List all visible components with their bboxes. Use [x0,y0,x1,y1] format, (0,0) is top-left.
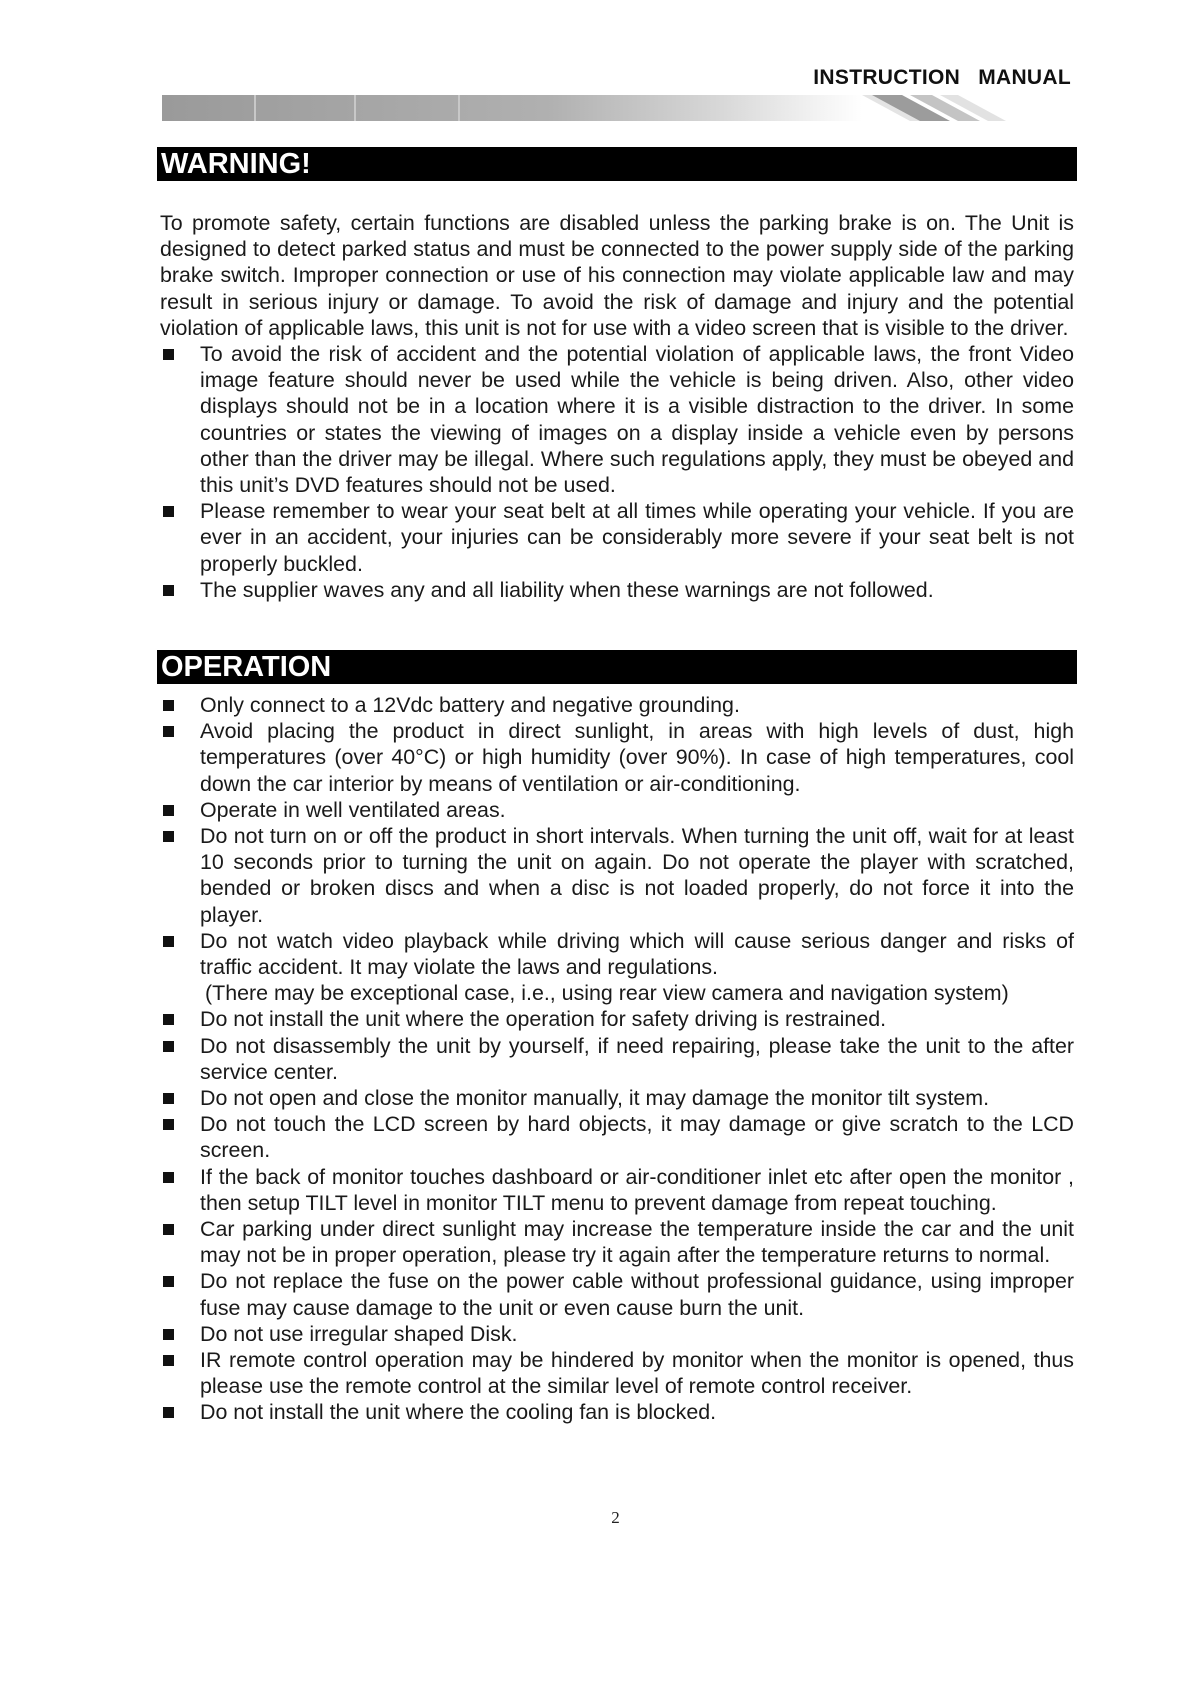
bullet-square-icon [163,1172,174,1183]
list-item: To avoid the risk of accident and the potential violation of applicable laws, the front Video image feature should never be used while the vehicle is being driven. Also, other video displays should not be in a location where it is a visible distraction to the driver. In some countries or states the viewing of images on a display inside a vehicle even by persons other than the driver may be illegal. Where such regulations apply, they must be obeyed and this unit’s DVD features should not be used. [160,341,1074,498]
warning-intro: To promote safety, certain functions are disabled unless the parking brake is on. The Unit is designed to detect parked status and must be connected to the power supply side of the parking brake switch. Improper connection or use of his connection may violate applicable law and may result in serious injury or damage. To avoid the risk of damage and injury and the potential violation of applicable laws, this unit is not for use with a video screen that is visible to the driver. [160,211,1074,340]
warning-heading: WARNING! [157,147,1077,181]
warning-section [160,210,1074,603]
bullet-square-icon [163,831,174,842]
bullet-square-icon [163,349,174,360]
list-item: Do not touch the LCD screen by hard objects, it may damage or give scratch to the LCD screen. [160,1111,1074,1163]
list-item: If the back of monitor touches dashboard or air-conditioner inlet etc after open the monitor , then setup TILT level in monitor TILT menu to prevent damage from repeat touching. [160,1164,1074,1216]
list-item: Car parking under direct sunlight may increase the temperature inside the car and the unit may not be in proper operation, please try it again after the temperature returns to normal. [160,1216,1074,1268]
bullet-square-icon [163,1093,174,1104]
bullet-square-icon [163,726,174,737]
bullet-square-icon [163,1014,174,1025]
operation-section [160,692,1074,1426]
bullet-square-icon [163,700,174,711]
bullet-square-icon [163,1355,174,1366]
header-banner [162,95,1012,121]
bullet-square-icon [163,936,174,947]
bullet-square-icon [163,1407,174,1418]
list-item: Only connect to a 12Vdc battery and negative grounding. [160,692,1074,718]
list-item: Do not replace the fuse on the power cable without professional guidance, using improper fuse may cause damage to the unit or even cause burn the unit. [160,1268,1074,1320]
list-item: IR remote control operation may be hindered by monitor when the monitor is opened, thus please use the remote control at the similar level of remote control receiver. [160,1347,1074,1399]
list-item: Operate in well ventilated areas. [160,797,1074,823]
header-title: INSTRUCTION MANUAL [813,66,1071,89]
bullet-square-icon [163,1329,174,1340]
bullet-square-icon [163,506,174,517]
list-item: Do not turn on or off the product in short intervals. When turning the unit off, wait for at least 10 seconds prior to turning the unit on again. Do not operate the player with scratched, bended or broken discs and when a disc is not loaded properly, do not force it into the player. [160,823,1074,928]
list-item: Do not install the unit where the operation for safety driving is restrained. [160,1006,1074,1032]
list-item: Do not disassembly the unit by yourself, if need repairing, please take the unit to the after service center. [160,1033,1074,1085]
operation-heading: OPERATION [157,650,1077,684]
list-item: Do not open and close the monitor manually, it may damage the monitor tilt system. [160,1085,1074,1111]
bullet-square-icon [163,1119,174,1130]
page-number: 2 [611,1508,620,1527]
operation-list [160,692,1074,1426]
list-item: Do not watch video playback while driving which will cause serious danger and risks of traffic accident. It may violate the laws and regulations. (There may be exceptional case, i.e., using rear view camera and navigation system) [160,928,1074,1007]
list-item: Please remember to wear your seat belt at all times while operating your vehicle. If you are ever in an accident, your injuries can be considerably more severe if your seat belt is not properly buckled. [160,498,1074,577]
warning-list [160,341,1074,603]
list-item: Avoid placing the product in direct sunlight, in areas with high levels of dust, high temperatures (over 40°C) or high humidity (over 90%). In case of high temperatures, cool down the car interior by means of ventilation or air-conditioning. [160,718,1074,797]
list-item: The supplier waves any and all liability when these warnings are not followed. [160,577,1074,603]
bullet-square-icon [163,1224,174,1235]
bullet-square-icon [163,1276,174,1287]
bullet-square-icon [163,585,174,596]
operation-note: (There may be exceptional case, i.e., using rear view camera and navigation system) [205,981,1009,1006]
bullet-square-icon [163,1041,174,1052]
list-item: Do not install the unit where the cooling fan is blocked. [160,1399,1074,1425]
list-item: Do not use irregular shaped Disk. [160,1321,1074,1347]
bullet-square-icon [163,805,174,816]
